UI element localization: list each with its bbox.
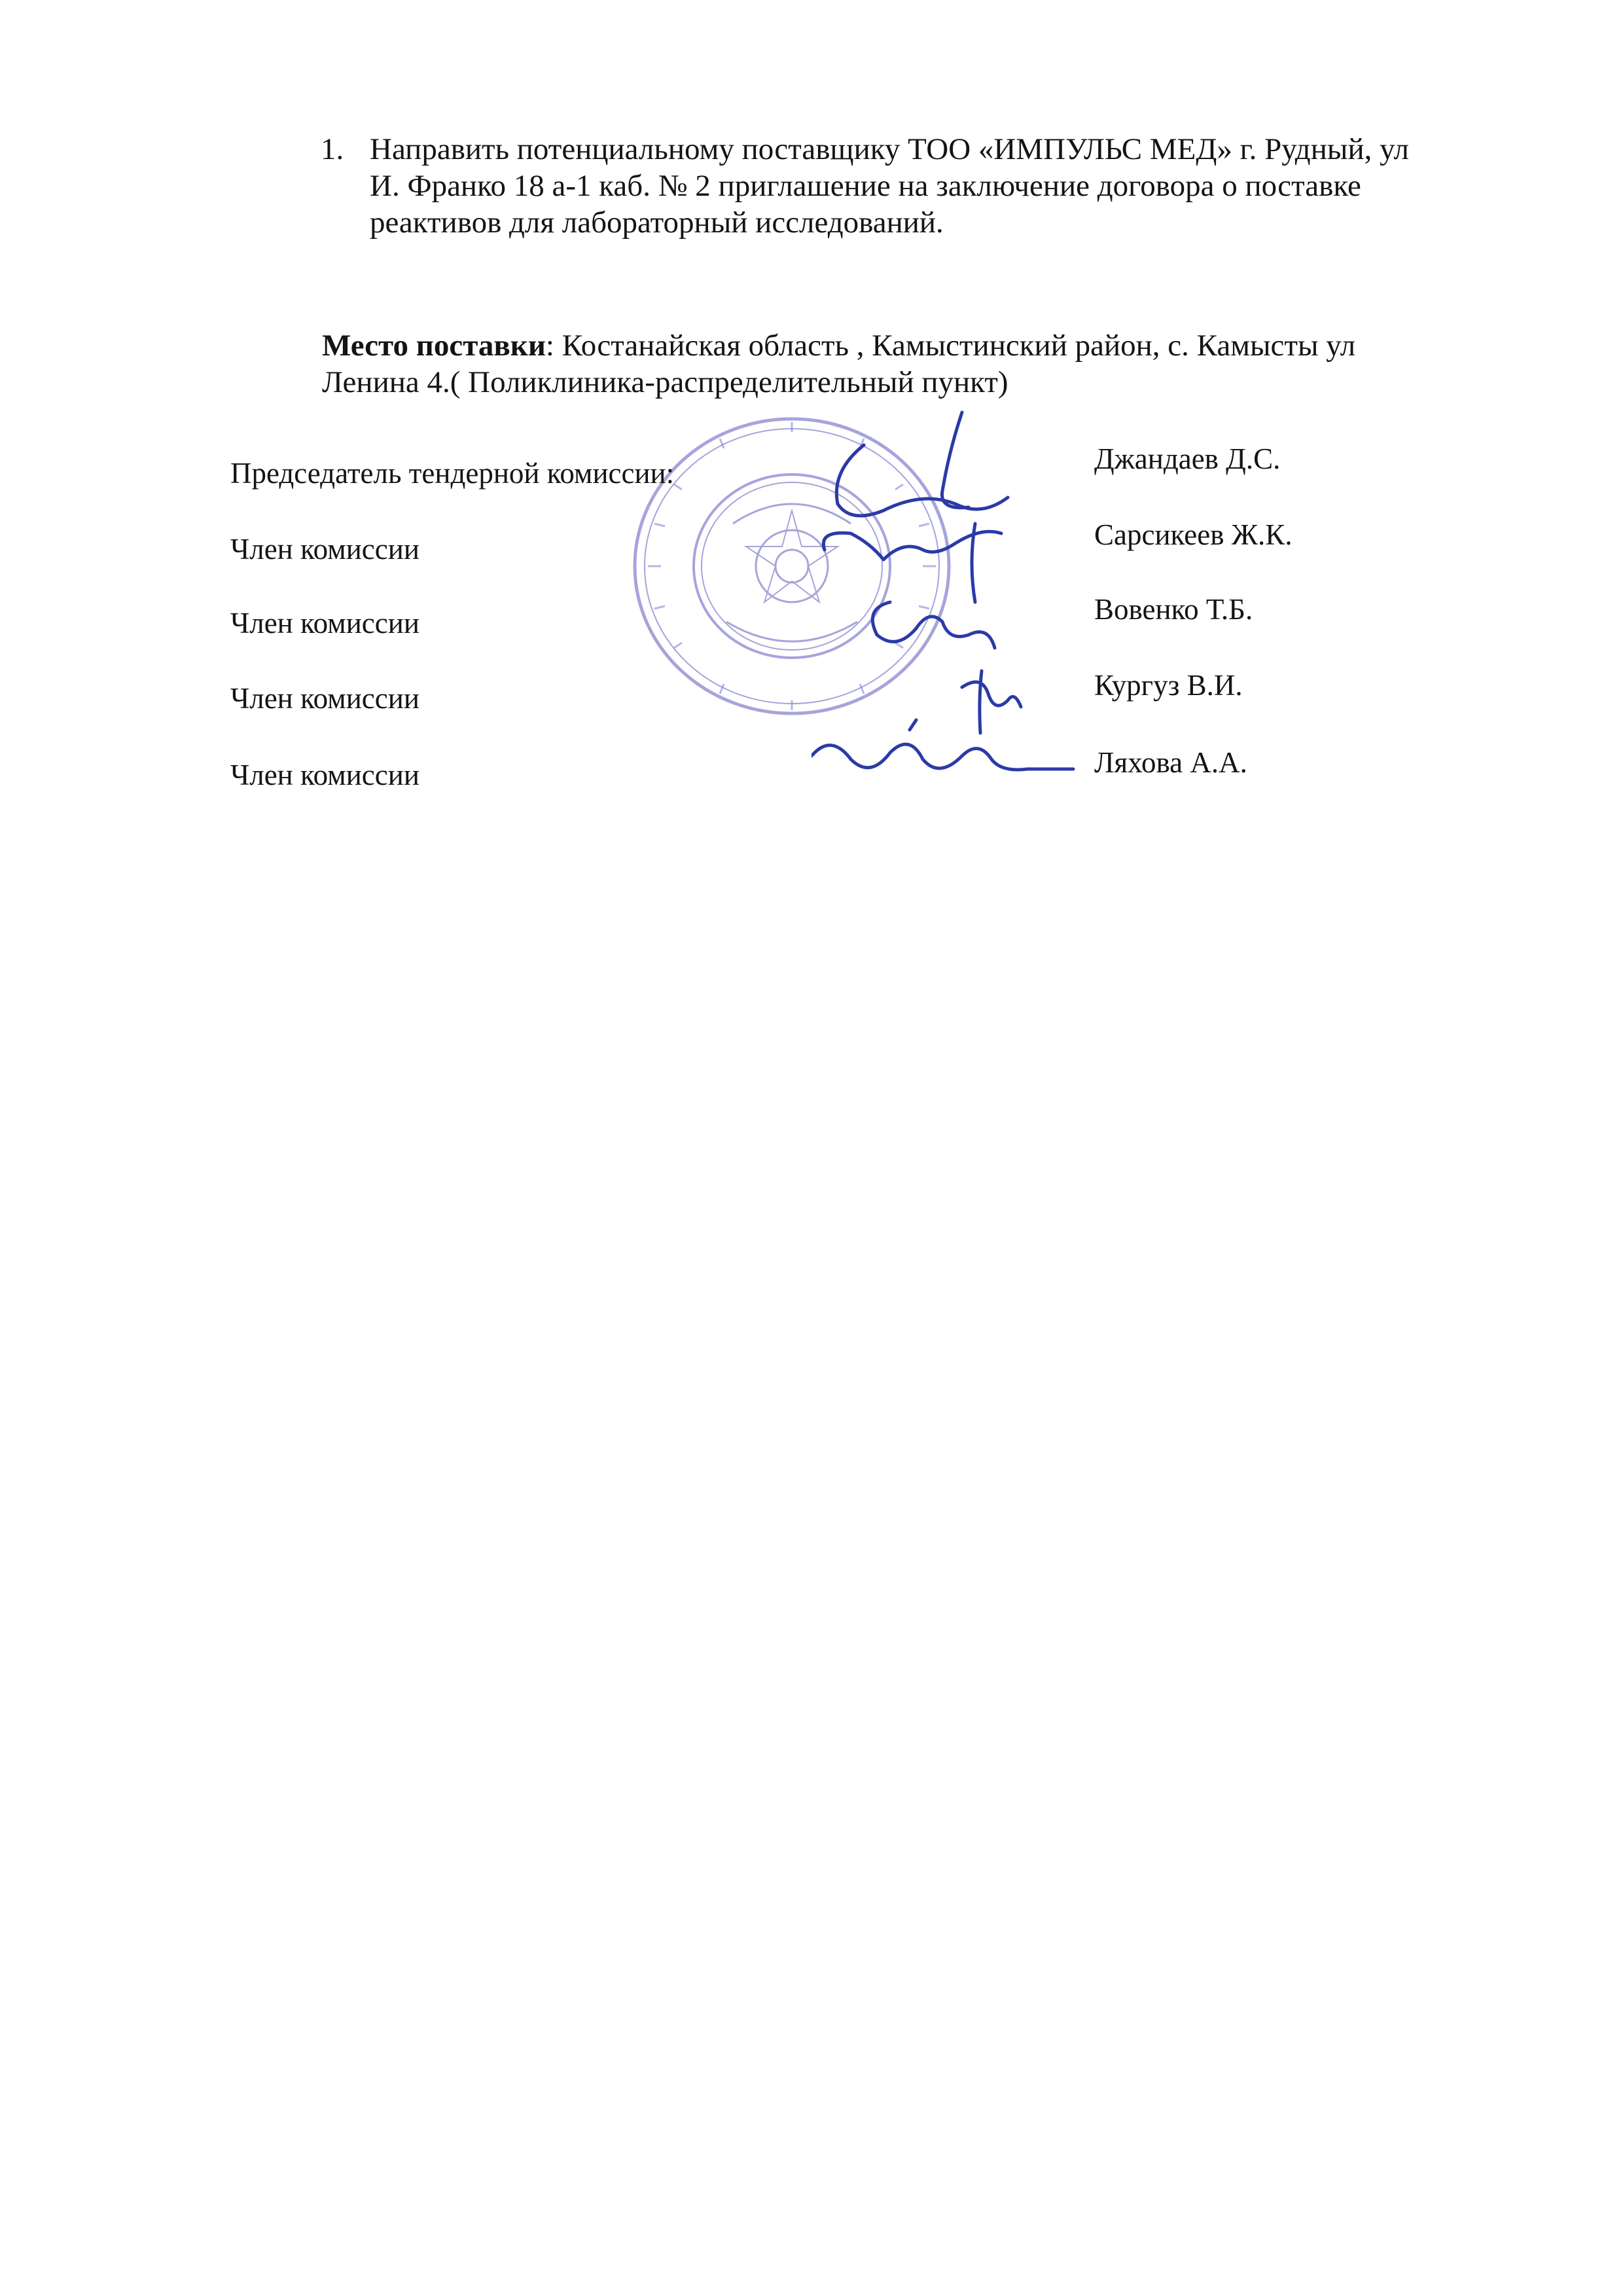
decision-line-2: И. Франко 18 а-1 каб. № 2 приглашение на заключение договора о поставке: [370, 169, 1361, 203]
commission-role-4: Член комиссии: [230, 682, 419, 715]
commission-name-2: Сарсикеев Ж.К.: [1094, 518, 1293, 551]
commission-role-1: Председатель тендерной комиссии:: [230, 457, 675, 490]
decision-line-1: Направить потенциальному поставщику ТОО «ИМПУЛЬС МЕД» г. Рудный, ул: [370, 132, 1409, 166]
commission-role-2: Член комиссии: [230, 533, 419, 565]
commission-role-3: Член комиссии: [230, 607, 419, 639]
handwritten-signatures: [812, 393, 1113, 798]
commission-name-5: Ляхова А.А.: [1094, 746, 1247, 779]
delivery-address: : Костанайская область , Камыстинский район, с. Камысты ул: [545, 329, 1356, 363]
delivery-place: [322, 327, 1355, 401]
commission-name-4: Кургуз В.И.: [1094, 669, 1243, 702]
decision-text: [370, 131, 1495, 241]
commission-name-1: Джандаев Д.С.: [1094, 442, 1281, 475]
delivery-line-1: [322, 327, 1355, 364]
delivery-label: Место поставки: [322, 329, 546, 363]
delivery-line-2: Ленина 4.( Поликлиника-распределительный пункт): [322, 365, 1008, 399]
commission-role-5: Член комиссии: [230, 759, 419, 791]
decision-line-3: реактивов для лабораторный исследований.: [370, 206, 944, 240]
commission-name-3: Вовенко Т.Б.: [1094, 593, 1253, 626]
list-item-number: 1.: [321, 132, 344, 166]
